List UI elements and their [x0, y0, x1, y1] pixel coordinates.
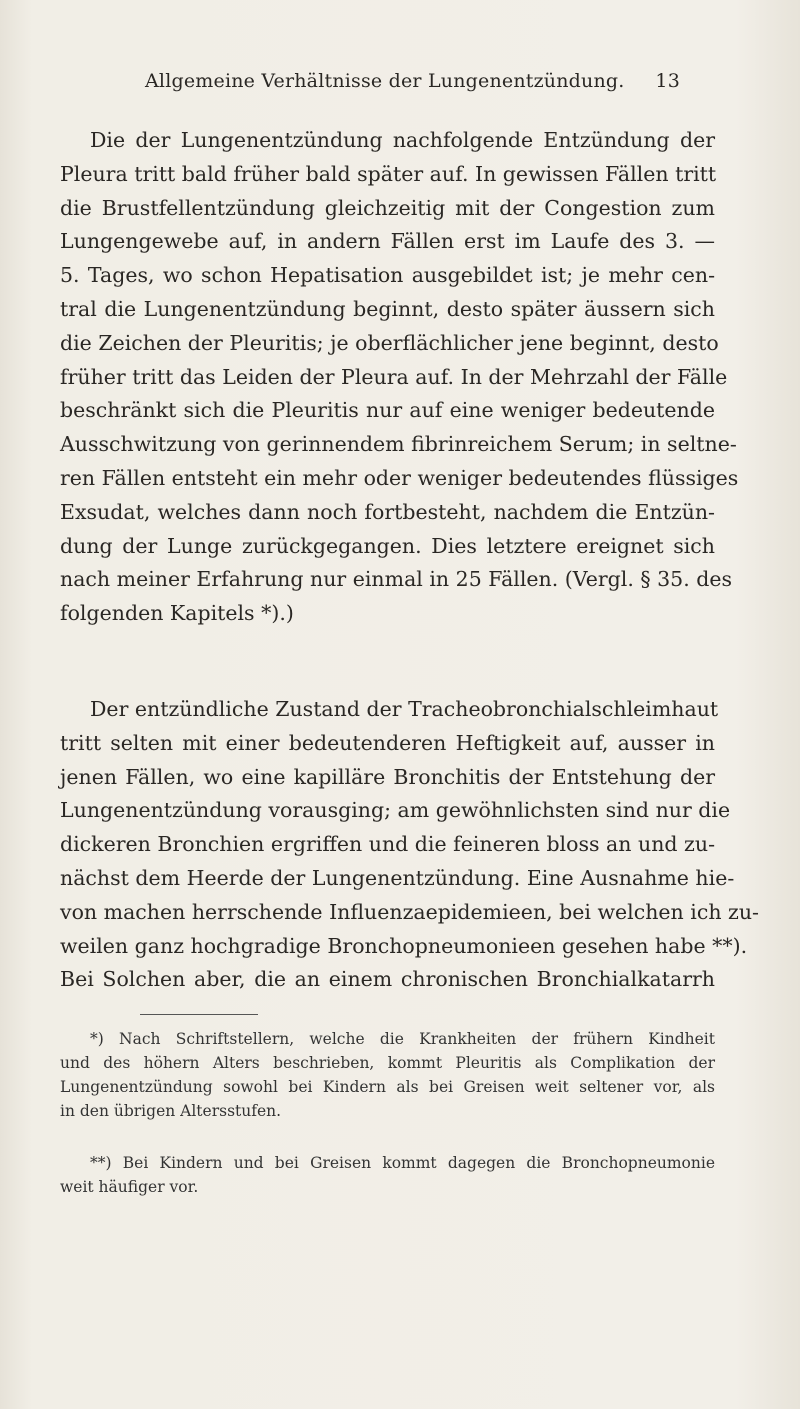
footnote-divider: [140, 1014, 258, 1015]
text-line: dickeren Bronchien ergriffen und die feineren bloss an und zu-: [60, 832, 715, 857]
text-line: die Zeichen der Pleuritis; je oberflächlicher jene beginnt, desto: [60, 330, 719, 355]
text-line: weilen ganz hochgradige Bronchopneumonieen gesehen habe **).: [60, 933, 748, 958]
text-line: Bei Solchen aber, die an einem chronischen Bronchialkatarrh: [60, 967, 715, 992]
footnote-line: in den übrigen Altersstufen.: [60, 1102, 282, 1120]
text-line: Lungenentzündung vorausging; am gewöhnlichsten sind nur die: [60, 798, 731, 823]
footnote-line: Lungenentzündung sowohl bei Kindern als bei Greisen weit seltener vor, als: [60, 1078, 715, 1096]
footnote-line: *) Nach Schriftstellern, welche die Krankheiten der frühern Kindheit: [90, 1030, 715, 1048]
text-line: Lungengewebe auf, in andern Fällen erst im Laufe des 3. —: [60, 229, 715, 254]
text-line: Exsudat, welches dann noch fortbesteht, nachdem die Entzün-: [60, 499, 715, 524]
text-line: die Brustfellentzündung gleichzeitig mit der Congestion zum: [60, 195, 715, 220]
text-line: tral die Lungenentzündung beginnt, desto später äussern sich: [60, 296, 715, 321]
running-title: Allgemeine Verhältnisse der Lungenentzündung.: [145, 70, 625, 92]
footnote-1: [60, 1027, 715, 1123]
footnote-line: weit häufiger vor.: [60, 1178, 199, 1196]
footnote-2: [60, 1151, 715, 1199]
footnote-line: **) Bei Kindern und bei Greisen kommt dagegen die Bronchopneumonie: [90, 1154, 715, 1172]
paragraph-bronchial: [60, 693, 759, 997]
text-line: Pleura tritt bald früher bald später auf. In gewissen Fällen tritt: [60, 161, 717, 186]
paragraph-pleura: [60, 124, 739, 631]
footnote-line: und des höhern Alters beschrieben, kommt Pleuritis als Complikation der: [60, 1054, 715, 1072]
text-line: nach meiner Erfahrung nur einmal in 25 Fällen. (Vergl. § 35. des: [60, 567, 733, 592]
page-number: 13: [655, 70, 680, 92]
text-line: nächst dem Heerde der Lungenentzündung. Eine Ausnahme hie-: [60, 865, 735, 890]
text-line: 5. Tages, wo schon Hepatisation ausgebildet ist; je mehr cen-: [60, 263, 715, 288]
running-header: [145, 70, 680, 92]
text-line: tritt selten mit einer bedeutenderen Heftigkeit auf, ausser in: [60, 730, 715, 755]
text-line: dung der Lunge zurückgegangen. Dies letztere ereignet sich: [60, 533, 715, 558]
text-line: früher tritt das Leiden der Pleura auf. In der Mehrzahl der Fälle: [60, 364, 728, 389]
text-line: Der entzündliche Zustand der Tracheobronchialschleimhaut: [90, 697, 719, 721]
text-line: jenen Fällen, wo eine kapilläre Bronchitis der Entstehung der: [60, 764, 715, 789]
text-line: Die der Lungenentzündung nachfolgende Entzündung der: [90, 128, 715, 152]
text-line: beschränkt sich die Pleuritis nur auf eine weniger bedeutende: [60, 398, 715, 423]
text-line: Ausschwitzung von gerinnendem fibrinreichem Serum; in seltne-: [60, 432, 737, 457]
text-line: ren Fällen entsteht ein mehr oder weniger bedeutendes flüssiges: [60, 465, 739, 490]
text-line: von machen herrschende Influenzaepidemieen, bei welchen ich zu-: [60, 899, 759, 924]
text-line: folgenden Kapitels *).): [60, 601, 294, 626]
